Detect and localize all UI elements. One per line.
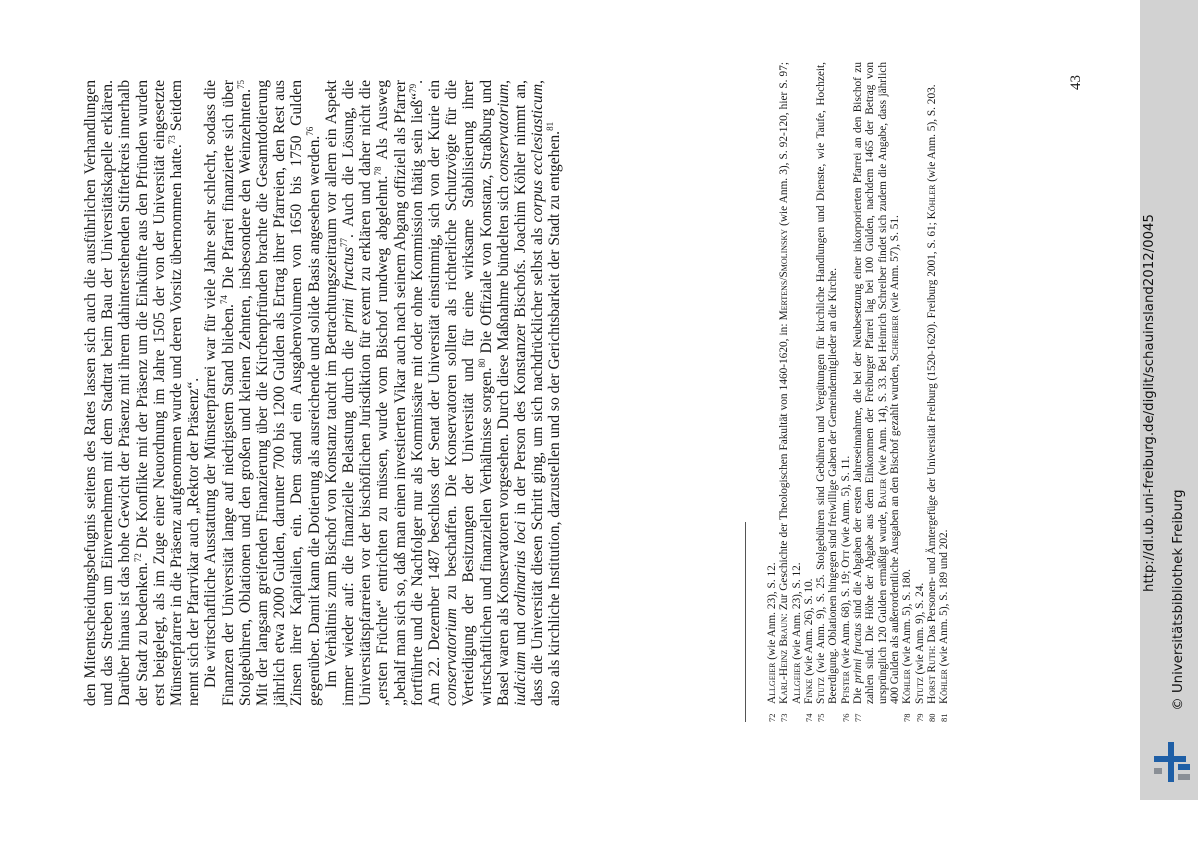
footnote-ref: 75 bbox=[235, 80, 246, 89]
text-run: . Auch die Lösung, die Universitätspfarreien vor der bischöflichen Jurisdiktion für exemt zu erklären und daher nicht die „ersten Früchte“ entrichten zu müssen, wurde vom Bischof rundweg abgelehnt. bbox=[340, 80, 392, 706]
footnote bbox=[815, 62, 840, 722]
author-name: Köhler bbox=[938, 669, 951, 704]
text-run: Die Offiziale von Konstanz, Straßburg und Basel waren als Konservatoren vorgesehen. Durch diese Maßnahme bündelten sich bbox=[477, 80, 512, 706]
author-name: Köhler bbox=[925, 184, 938, 220]
footnote-ref: 81 bbox=[545, 121, 556, 131]
text-run: und bbox=[512, 615, 530, 652]
footnote bbox=[778, 62, 803, 722]
footnote-number: 81 bbox=[939, 713, 950, 722]
footnote-number: 72 bbox=[767, 713, 777, 722]
author-name: Bauer bbox=[876, 478, 889, 508]
italic-text: corpus ecclesiasticum bbox=[529, 83, 547, 223]
italic-text: conservatorium, iudicium bbox=[494, 80, 530, 706]
text-run: Im Verhältnis zum Bischof von Konstanz taucht im Betrachtungszeitraum vor allem ein Aspekt immer wieder auf: die finanzielle Belastung durch die bbox=[322, 80, 358, 706]
text-run: in der Person des Konstanzer Bischofs. Joachim Köhler nimmt an, dass die Universität diesen Schritt ging, um sich nachdrücklicher selbst als bbox=[512, 80, 547, 706]
footnote-number: 78 bbox=[902, 713, 913, 722]
page-number: 43 bbox=[1068, 75, 1084, 90]
body-paragraph bbox=[82, 80, 202, 706]
logo-bar bbox=[1178, 764, 1190, 770]
author-name: Stutz bbox=[815, 677, 828, 704]
footnote-number: 74 bbox=[803, 713, 814, 722]
text-run: (wie Anm. 26), S. 10. bbox=[802, 578, 815, 679]
text-run: , also als kirchliche Institution, darzustellen und so der Gerichtsbarkeit der Stadt zu entgehen. bbox=[529, 80, 564, 706]
author-name: Stutz bbox=[913, 677, 926, 704]
text-run: . Am 22. Dezember 1487 beschloss der Senat der Universität einstimmig, sich von der Kurie ein bbox=[408, 80, 444, 706]
text-run: Seitdem nennt sich der Pfarrvikar auch „Rektor der Präsenz“. bbox=[168, 80, 203, 706]
footnote bbox=[766, 62, 778, 722]
author-name: Horst Ruth bbox=[925, 648, 938, 704]
footnote bbox=[852, 62, 901, 722]
footnote bbox=[803, 62, 815, 722]
copyright-notice: © Universitätsbibliothek Freiburg bbox=[1171, 489, 1186, 711]
author-name: Mertens/Smolinsky bbox=[778, 228, 791, 321]
author-name: Ott bbox=[839, 549, 852, 568]
text-run: (wie Anm. 23), S. 12. bbox=[766, 562, 778, 663]
footnote-number: 79 bbox=[914, 713, 925, 722]
footnote-number: 76 bbox=[840, 713, 851, 722]
author-name: Finke bbox=[802, 678, 815, 704]
body-paragraph bbox=[323, 80, 564, 706]
text-run: sind die Abgaben der ersten Jahreseinnahme, die bei der Neubesetzung einer inkorporierten Pfarrei an den Bischof zu zahlen sind. Die Höhe der Abgabe aus dem Einkommen der Freiburger Pfarrei lag bei 100 Gulden, nachdem 1465 der Betrag von ursprünglich 120 Gulden ermäßigt wurde, bbox=[852, 62, 889, 704]
footnote-ref: 73 bbox=[166, 135, 177, 145]
footnote-ref: 72 bbox=[132, 553, 143, 563]
text-run: Die Konflikte mit der Präsenz um die Einkünfte aus den Pfründen wurden erst beigelegt, als im Zuge einer Neuordnung im Jahre 1505 der von der Universität eingesetzte Münsterpfarrer in die Präsenz aufgenommen wurde und deren Vorsitz übernommen hatte. bbox=[133, 80, 186, 706]
footnote bbox=[840, 62, 852, 722]
text-run: (wie Anm. 68), S. 19; bbox=[839, 567, 852, 672]
text-run: (wie Anm. 3), S. 92-120, hier S. 97; bbox=[778, 62, 791, 229]
footnote-number: 73 bbox=[779, 713, 790, 722]
author-name: Allgeier bbox=[766, 662, 778, 704]
footnote-ref: 80 bbox=[476, 358, 487, 368]
document-url[interactable]: http://dl.ub.uni-freiburg.de/diglit/schauinsland2012/0045 bbox=[1142, 214, 1157, 592]
logo-bar bbox=[1178, 774, 1190, 780]
footnote bbox=[901, 62, 913, 722]
footnote bbox=[926, 62, 938, 722]
text-run: (wie Anm. 9), S. 24. bbox=[913, 582, 926, 678]
italic-text: primi fructus bbox=[340, 246, 358, 333]
footnotes bbox=[766, 62, 950, 722]
footnote-ref: 79 bbox=[407, 83, 418, 93]
footnote-ref: 76 bbox=[304, 126, 315, 136]
text-run: (wie Anm. 5), S. 203. bbox=[925, 84, 938, 185]
footnote bbox=[914, 62, 926, 722]
author-name: Schreiber bbox=[888, 315, 901, 362]
text-run: Die bbox=[852, 683, 865, 704]
logo-bar bbox=[1154, 768, 1162, 774]
footnote-number: 75 bbox=[816, 713, 827, 722]
text-run: (wie Anm. 23), S. 12. bbox=[790, 562, 803, 663]
text-run: : Zur Geschichte der Theologischen Fakultät von 1460-1620, in: bbox=[778, 320, 791, 617]
author-name: Allgeier bbox=[790, 662, 803, 704]
text-run: (wie Anm. 5), S. 189 und 202. bbox=[938, 529, 951, 670]
text-run: Mit der langsam greifenden Finanzierung über die Kirchenpfründen brachte die Gesamtdotierung jährlich etwa 2000 Gulden, darunter 700 bis 1200 Gulden als Ertrag ihrer Pfarreien, den Rest aus Zinsen ihrer Kapitalien, ein. Dem stand ein Ausgabenvolumen von 1650 bis 1750 Gulden gegenüber. Damit kann die Dotierung als ausreichende und solide Basis angesehen werden. bbox=[254, 80, 323, 706]
author-name: Pfister bbox=[839, 671, 852, 704]
text-run: (wie Anm. 5), S. 180. bbox=[901, 569, 914, 670]
text-run: (wie Anm. 57), S. 51. bbox=[888, 215, 901, 316]
body-text bbox=[82, 80, 564, 706]
ub-freiburg-logo-icon bbox=[1150, 740, 1194, 786]
text-run: zu beschaffen. Die Konservatoren sollten als richterliche Schutzvögte für die Verteidigung der Besitzungen der Universität und für eine wirksame Stabilisierung ihrer wirtschaftlichen und finanziellen Verhältnisse sorgen. bbox=[443, 80, 495, 706]
text-run: (wie Anm. 5), S. 11. bbox=[839, 455, 852, 550]
footnote-number: 80 bbox=[926, 713, 937, 722]
text-run: Die wirtschaftliche Ausstattung der Münsterpfarrei war für viele Jahre sehr schlecht, sodass die Finanzen der Universität lange auf niedrigstem Stand blieben. bbox=[202, 80, 237, 706]
author-name: Köhler bbox=[901, 669, 914, 704]
italic-text: ordinarius loci bbox=[512, 520, 530, 616]
text-run: Die Pfarrei finanzierte sich über Stolgebühren, Oblationen und den großen und kleinen Zehnten, insbesondere den Weinzehnten. bbox=[219, 80, 254, 706]
italic-text: conservatorium bbox=[443, 608, 461, 706]
text-run: (wie Anm. 14), S. 33. Bei Heinrich Schreiber findet sich zudem die Angabe, dass jährlich 400 Gulden als außerordentliche Ausgaben an den Bischof gezahlt wurden, bbox=[876, 62, 901, 704]
text-run: Als Ausweg „behalf man sich so, daß man einen investierten Vikar auch nach seinem Abgang offiziell als Pfarrer fortführte und die Nachfolger nur als Kommissäre mit oder ohne Kommission thätig sein ließ“ bbox=[374, 80, 426, 706]
footnote-ref: 74 bbox=[218, 295, 229, 305]
italic-text: primi fructus bbox=[852, 622, 865, 684]
text-run: : Das Personen- und Ämtergefüge der Universität Freiburg (1520-1620). Freiburg 2001, S. 61; bbox=[925, 219, 938, 649]
author-name: Karl-Heinz Braun bbox=[778, 616, 791, 704]
footnote-number: 77 bbox=[853, 713, 864, 722]
footnote-separator bbox=[745, 522, 746, 722]
footnote-ref: 77 bbox=[338, 237, 349, 247]
text-run: (wie Anm. 9), S. 25. Stolgebühren sind Gebühren und Vergütungen für kirchliche Handlungen und Dienste, wie Taufe, Hochzeit, Beerdigung. Oblationen hingegen sind freiwillige Gaben der Gemeindemitglieder an die Kirche. bbox=[815, 62, 840, 704]
text-run: den Mitentscheidungsbefugnis seitens des Rates lassen sich auch die ausführlichen Verhandlungen und das Streben um Einvernehmen mit dem Stadtrat beim Bau der Universitätskapelle erklären. Darüber hinaus ist das hohe Gewicht der Präsenz mit ihrem dahinterstehenden Stifterkreis innerhalb der Stadt zu bedenken. bbox=[82, 80, 151, 706]
body-paragraph bbox=[202, 80, 322, 706]
footnote-ref: 78 bbox=[373, 166, 384, 176]
footnote bbox=[938, 62, 950, 722]
logo-bar bbox=[1154, 756, 1186, 762]
